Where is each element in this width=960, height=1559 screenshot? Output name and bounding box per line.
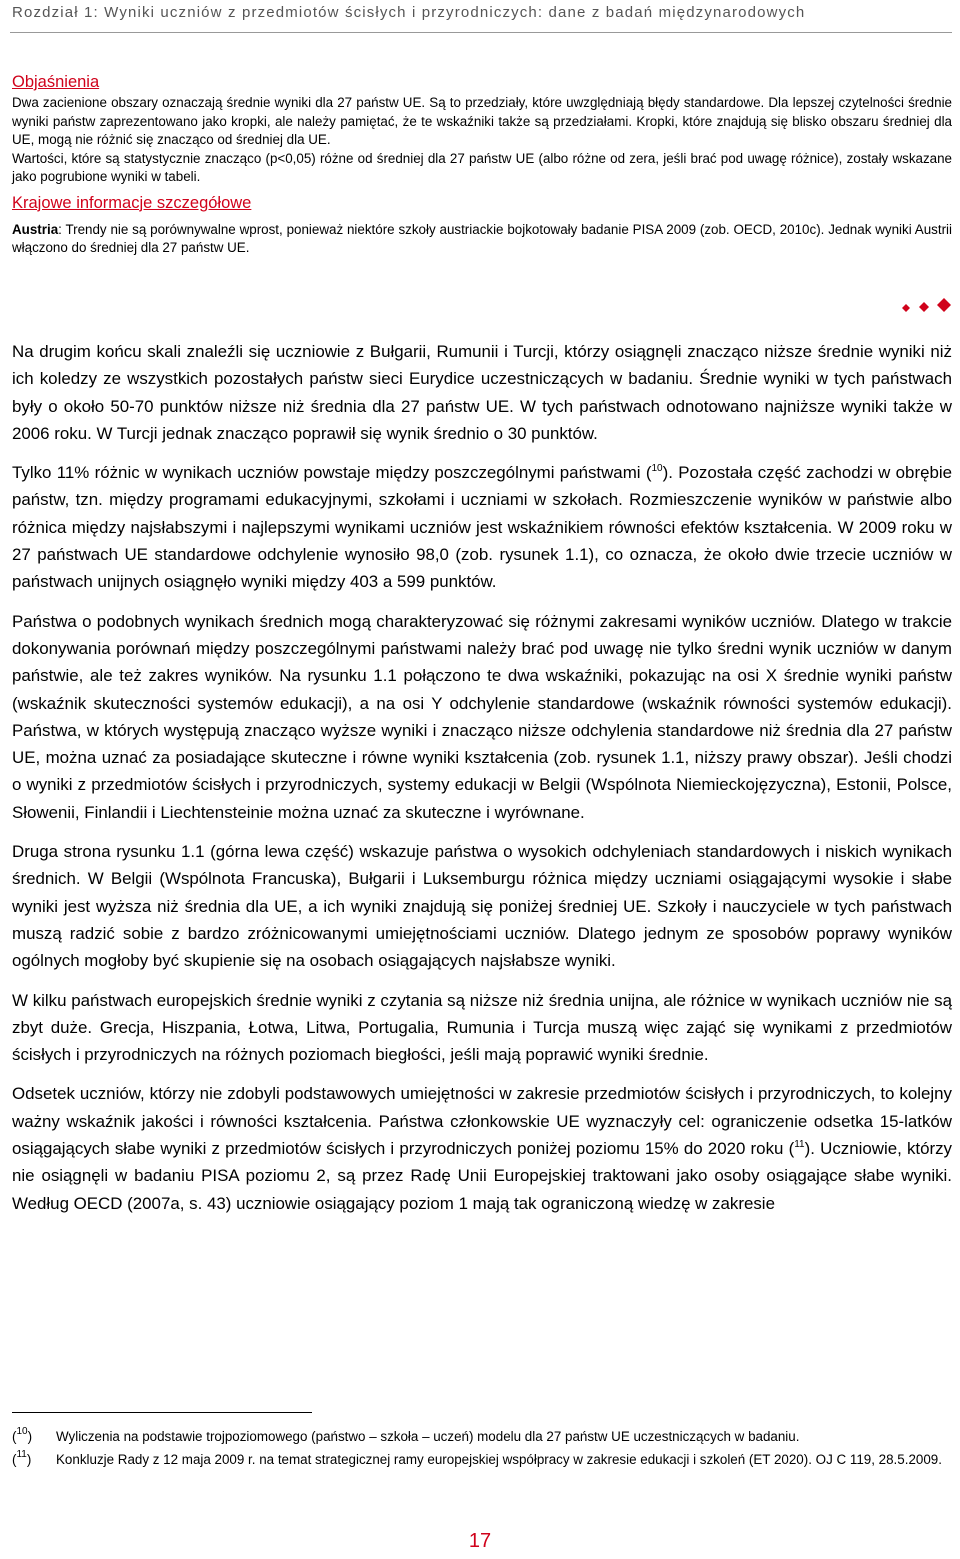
footnote-marker: ($^{11}$) [12,1448,32,1467]
notes-section [12,70,952,258]
footnote-ref-10[interactable]: 10 [651,463,663,475]
footnote-10 [12,1428,952,1446]
footnote-11 [12,1448,952,1469]
footnotes [12,1428,952,1473]
main-body [12,338,952,1229]
bold-values-note: Wartości, które są statystycznie znacząco (p<0,05) różne od średniej dla 27 państw UE (albo różne od zera, jeśli brać pod uwagę różnice), zostały wskazane jako pogrubione wyniki w tabeli. [12,150,952,184]
running-header: Rozdział 1: Wyniki uczniów z przedmiotów ścisłych i przyrodniczych: dane z badań międzynarodowych [12,4,806,21]
page-number: 17 [468,1530,492,1552]
footnote-ref-11[interactable]: 11 [794,1139,805,1151]
austria-note [12,221,952,258]
national-info-heading: Krajowe informacje szczegółowe [12,193,252,212]
footnote-marker: ($^{10}$) [12,1426,33,1444]
footnote-text: Konkluzje Rady z 12 maja 2009 r. na temat strategicznej ramy europejskiej współpracy w zakresie edukacji i szkoleń (ET 2020). OJ C 119, 28.5.2009. [56,1451,942,1467]
explanations-heading: Objaśnienia [12,73,100,91]
explanations-text: Dwa zacienione obszary oznaczają średnie wyniki dla 27 państw UE. Są to przedziały, które uwzględniają błędy standardowe. Dla lepszej czytelności średnie wyniki państw zaprezentowano jako kropki, ale należy pamiętać, że te wskaźniki także są przedziałami. Kropki, które znajdują się blisko obszaru średniej dla UE, mogą nie różnić się znacząco od średniej dla UE. [12,95,952,147]
paragraph-4: Druga strona rysunku 1.1 (górna lewa część) wskazuje państwa o wysokich odchyleniach standardowych i niskich wynikach średnich. W Belgii (Wspólnota Francuska), Bułgarii i Luksemburgu różnica między uczniami osiągającymi wysokie i słabe wyniki jest wyższa niż średnia dla UE, a ich wyniki znajdują się poniżej średniej UE. Szkoły i nauczyciele w tych państwach muszą radzić sobie z bardzo zróżnicowanymi umiejętnościami uczniów. Dlatego jednym ze sposobów poprawy wyników ogólnych mogłoby być skupienie się na osobach osiągających najsłabsze wyniki. [12,842,952,971]
austria-label: Austria [12,221,59,237]
paragraph-3: Państwa o podobnych wynikach średnich mogą charakteryzować się różnymi zakresami wyników uczniów. Dlatego w trakcie dokonywania porównań między poszczególnymi państwami należy brać pod uwagę nie tylko średni wynik uczniów w danym państwie, ale też zakres wyników. Na rysunku 1.1 połączono te dwa wskaźniki, pokazując na osi X średnie wyniki państw (wskaźnik skuteczności systemów edukacji), a na osi Y odchylenie standardowe (wskaźnik równości systemów edukacji). Państwa, w których występują znacząco wyższe wyniki i znacząco niższe odchylenia standardowe niż średnia dla 27 państw UE, można uznać za posiadające skuteczne i równe wyniki kształcenia (zob. rysunek 1.1, niższy prawy obszar). Jeśli chodzi o wyniki z przedmiotów ścisłych i przyrodniczych, systemy edukacji w Belgii (Wspólnota Niemieckojęzyczna), Estonii, Polsce, Słowenii, Finlandii i Liechtensteinie można uznać za skuteczne i wyrównane. [12,611,952,822]
paragraph-5: W kilku państwach europejskich średnie wyniki z czytania są niższe niż średnia unijna, ale różnice w wynikach uczniów nie są zbyt duże. Grecja, Hiszpania, Łotwa, Litwa, Portugalia, Rumunia i Turcja muszą więc zająć się wynikami z przedmiotów ścisłych i przyrodniczych na różnych poziomach biegłości, jeśli mają poprawić wyniki średnie. [12,990,952,1065]
three-diamonds-icon [900,295,954,317]
footnote-text: Wyliczenia na podstawie trojpoziomowego (państwo – szkoła – uczeń) modelu dla 27 państw UE uczestniczących w badaniu. [56,1429,800,1444]
paragraph-1: Na drugim końcu skali znaleźli się uczniowie z Bułgarii, Rumunii i Turcji, którzy osiągnęli znacząco niższe średnie wyniki niż ich koledzy ze wszystkich pozostałych państw sieci Eurydice uczestniczących w badaniu. Średnie wyniki w tych państwach były o około 50-70 punktów niższe niż średnia dla 27 państw UE. W tych państwach odnotowano najniższe wyniki także w 2006 roku. W Turcji jednak znacząco poprawił się wynik średnio o 30 punktów. [12,342,952,443]
austria-note-text: : Trendy nie są porównywalne wprost, ponieważ niektóre szkoły austriackie bojkotowały badanie PISA 2009 (zob. OECD, 2010c). Jednak wyniki Austrii włączono do średniej dla 27 państw UE. [12,221,952,255]
footnote-divider [12,1412,312,1413]
paragraph-6: Odsetek uczniów, którzy nie zdobyli podstawowych umiejętności w zakresie przedmiotów ścisłych i przyrodniczych, to kolejny ważny wskaźnik jakości i równości kształcenia. Państwa członkowskie UE wyznaczyły cel: ograniczenie odsetka 15-latków osiągających słabe wyniki z przedmiotów ścisłych i przyrodniczych poniżej poziomu 15% do 2020 roku ($^{11}$). Uczniowie, którzy nie osiągnęli w badaniu PISA poziomu 2, są przez Radę Unii Europejskiej traktowani jako osoby osiągające słabe wyniki. Według OECD (2007a, s. 43) uczniowie osiągający poziom 1 mają tak ograniczoną wiedzę w zakresie [12,1084,953,1213]
header-divider [10,32,952,33]
paragraph-2: Tylko 11% różnic w wynikach uczniów powstaje między poszczególnymi państwami ($^{10}$). Pozostała część zachodzi w obrębie państw, tzn. między programami edukacyjnymi, szkołami i uczniami w szkołach. Rozmieszczenie wyników w państwie albo różnica między najsłabszymi i najlepszymi wynikami uczniów jest wskaźnikiem równości efektów kształcenia. W 2009 roku w 27 państwach UE standardowe odchylenie wynosiło 98,0 (zob. rysunek 1.1), co oznacza, że około dwie trzecie uczniów w państwach unijnych osiągnęło wyniki między 403 a 599 punktów. [12,463,952,592]
